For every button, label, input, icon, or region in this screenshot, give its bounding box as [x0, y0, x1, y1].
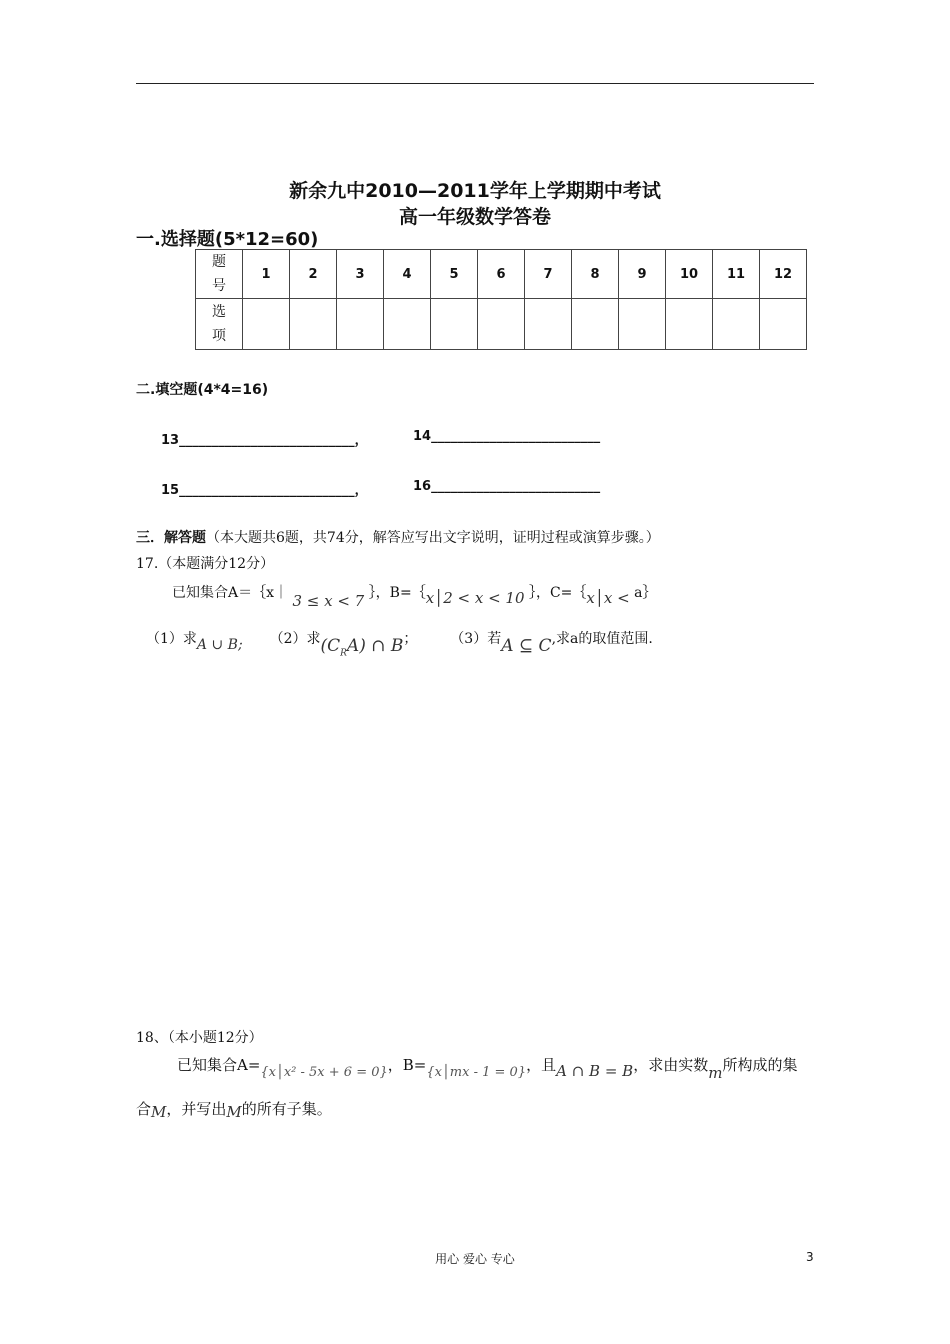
- q18-var-M: M: [151, 1103, 167, 1121]
- question-number: 1: [243, 250, 290, 299]
- answer-cell[interactable]: [431, 299, 478, 350]
- q17-part3-label: （3）若: [450, 631, 502, 647]
- q18-line2-c: 的所有子集。: [241, 1100, 332, 1118]
- answer-cell[interactable]: [760, 299, 807, 350]
- page-number: 3: [806, 1250, 814, 1264]
- q18-line2: [136, 1098, 332, 1119]
- question-number: 10: [666, 250, 713, 299]
- q17-set-b-condition: x│2 < x < 10: [425, 589, 525, 607]
- q17-parts: [146, 628, 653, 659]
- q17-set-a-condition: 3 ≤ x < 7: [292, 592, 365, 610]
- q17-part2-end: ；: [403, 631, 418, 647]
- q18-line2-a: 合: [136, 1100, 152, 1118]
- q17-set-c-end: a｝: [634, 585, 657, 601]
- q17-given: [172, 582, 657, 610]
- q18-set-a: {x│x² - 5x + 6 = 0}: [260, 1065, 388, 1080]
- exam-title: 新余九中2010—2011学年上学期期中考试: [289, 180, 661, 202]
- blank-13[interactable]: 13___________________________，: [161, 433, 368, 448]
- question-number: 2: [290, 250, 337, 299]
- q18-line1: [177, 1054, 798, 1082]
- question-number: 8: [572, 250, 619, 299]
- section1-heading: 一.选择题(5*12=60): [136, 229, 319, 250]
- q18-var-m: m: [708, 1064, 723, 1082]
- question-number: 11: [713, 250, 760, 299]
- answer-cell[interactable]: [619, 299, 666, 350]
- q18-var-M: M: [226, 1103, 242, 1121]
- q18-set-b: {x│mx - 1 = 0}: [426, 1065, 527, 1080]
- header-rule: [136, 83, 814, 84]
- blank-15[interactable]: 15___________________________，: [161, 483, 368, 498]
- answer-cell[interactable]: [243, 299, 290, 350]
- question-number: 3: [337, 250, 384, 299]
- q18-label: 18、（本小题12分）: [136, 1030, 263, 1046]
- answer-cell[interactable]: [666, 299, 713, 350]
- section2-heading: 二.填空题(4*4=16): [136, 382, 269, 398]
- q17-label: 17.（本题满分12分）: [136, 556, 275, 572]
- question-number: 4: [384, 250, 431, 299]
- answer-cell[interactable]: [478, 299, 525, 350]
- q17-part3-math: A ⊆ C: [501, 636, 552, 656]
- q17-set-c-label: ｝，C=｛: [528, 585, 587, 601]
- answer-cell[interactable]: [290, 299, 337, 350]
- answer-table-choice-row: [196, 299, 807, 350]
- blank-16[interactable]: 16__________________________: [413, 479, 601, 494]
- q17-set-a-label: 已知集合A＝｛x｜: [172, 585, 289, 601]
- q18-set-a-label: 已知集合A=: [177, 1056, 261, 1074]
- section3-title: 三．解答题: [136, 530, 206, 546]
- answer-cell[interactable]: [337, 299, 384, 350]
- answer-table: [195, 249, 807, 350]
- blank-14[interactable]: 14__________________________: [413, 429, 601, 444]
- question-number: 9: [619, 250, 666, 299]
- exam-subtitle: 高一年级数学答卷: [398, 206, 551, 228]
- q17-part3-end: ,求a的取值范围.: [551, 631, 653, 647]
- q18-text-e: 所构成的集: [722, 1056, 798, 1074]
- footer-motto: 用心 爱心 专心: [435, 1252, 515, 1266]
- answer-cell[interactable]: [525, 299, 572, 350]
- q17-part2-math: $(C_RA)$ ∩ B: [320, 636, 404, 659]
- row-header-choice: 选项: [196, 299, 243, 350]
- question-number: 7: [525, 250, 572, 299]
- q17-set-b-label: ｝，B=｛: [368, 585, 426, 601]
- section3-note: （本大题共6题，共74分，解答应写出文字说明，证明过程或演算步骤。）: [206, 530, 660, 546]
- question-number: 6: [478, 250, 525, 299]
- q18-condition: A ∩ B = B: [556, 1062, 634, 1080]
- q17-set-c-condition: x│x <: [586, 589, 630, 607]
- q18-text-d: ，求由实数: [633, 1056, 709, 1074]
- answer-cell[interactable]: [572, 299, 619, 350]
- section3-heading: [136, 527, 660, 547]
- q17-part1-label: （1）求: [146, 631, 197, 647]
- q18-line2-b: ，并写出: [166, 1100, 227, 1118]
- question-number: 12: [760, 250, 807, 299]
- q18-set-b-label: ，B=: [387, 1056, 427, 1074]
- row-header-number: 题号: [196, 250, 243, 299]
- q17-part2-label: （2）求: [269, 631, 321, 647]
- q17-part1-math: A ∪ B;: [196, 637, 243, 653]
- answer-cell[interactable]: [384, 299, 431, 350]
- answer-cell[interactable]: [713, 299, 760, 350]
- q18-condition-label: ，且: [526, 1056, 557, 1074]
- answer-table-number-row: [196, 250, 807, 299]
- question-number: 5: [431, 250, 478, 299]
